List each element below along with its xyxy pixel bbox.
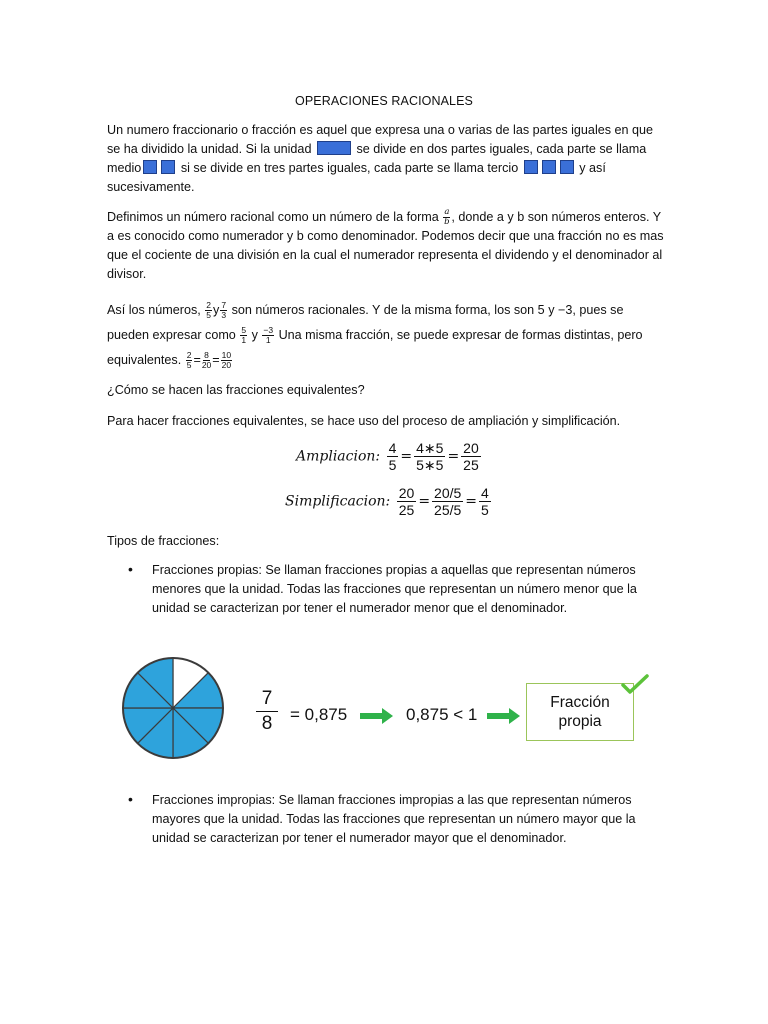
proper-fraction-label-box: Fracción propia (526, 683, 634, 741)
para2-text-2: donde a y b son números enteros. Y a es conocido como numerador y b como denominador. Podemos decir que una fracción no es mas que el cociente de una división en la cual el numerador representa el dividendo y el denominador al divisor. (107, 210, 664, 282)
third-block-icon (524, 160, 538, 174)
unit-block-icon (317, 141, 351, 155)
decimal-equation: = 0,875 (290, 705, 348, 724)
half-block-icon (143, 160, 157, 174)
para3-text-2: son números racionales. Y de la misma forma, los son 5 y −3, pues se pueden expresar como (107, 303, 624, 342)
comparison-text: 0,875 < 1 (406, 705, 478, 724)
third-block-icon (542, 160, 556, 174)
para1-text-1: Un numero fraccionario o fracción es aquel que expresa una o varias de las partes iguales en que se ha dividido la unidad. Si la unidad (107, 123, 654, 156)
bullet-dot-icon: • (128, 561, 133, 577)
fraction-7-8: 7 8 (256, 687, 278, 736)
paragraph-rational: Definimos un número racional como un número de la forma $\frac{a}{b}$ , donde a y b son números enteros. Y a es conocido como numerador y b como denominador. Podemos decir que una fracción no es mas que el cociente de una división en la cual el numerador representa el dividendo y el denominador al divisor. (107, 207, 664, 282)
question-heading: ¿Cómo se hacen las fracciones equivalentes? (107, 383, 365, 397)
check-mark-icon (620, 673, 650, 695)
equation-ampliacion: Ampliacion: $\frac{4}{5}$ = $\frac{4∗5}{5∗5}$ = $\frac{20}{25}$ (296, 440, 479, 473)
proper-fraction-figure (120, 645, 660, 775)
fraction-10-20: $\frac{10}{20}$ (221, 350, 232, 371)
para1-text-4: y así sucesivamente. (107, 161, 606, 194)
paragraph-definition (107, 121, 667, 197)
half-block-icon (161, 160, 175, 174)
bullet-proper-fractions: Fracciones propias: Se llaman fracciones propias a aquellas que representan números menores que la unidad. Todas las fracciones que representan un número menor que la unidad se caracterizan por tener el numerador menor que el denominador. (152, 563, 637, 615)
para3-text-3: Una misma fracción, se puede expresar de formas distintas, pero equivalentes. (107, 328, 643, 367)
bullet-improper-fractions: Fracciones impropias: Se llaman fracciones impropias a las que representan números mayores que la unidad. Todas las fracciones que representan un número mayor que la unidad se caracterizan por tener el numerador mayor que el denominador. (152, 793, 636, 845)
types-heading: Tipos de fracciones: (107, 534, 220, 548)
paragraph-examples: Así los números, $\frac{2}{5}$ y $\frac{7}{3}$ son números racionales. Y de la misma forma, los son 5 y −3, pues se pueden expresar como $\frac{5}{1}$ y $\frac{-3}{1}$ Una misma fracción, se puede expresar de formas distintas, pero equivalentes. $\frac{2}{5}$ = $\frac{8}{20}$ = $\frac{10}{20}$ (107, 300, 643, 371)
para3-text-1: Así los números, (107, 303, 201, 317)
third-block-icon (560, 160, 574, 174)
pie-chart (120, 645, 230, 775)
bullet-dot-icon: • (128, 791, 133, 807)
green-arrow-icon (487, 708, 521, 724)
fraction-2-5-eq: $\frac{2}{5}$ (186, 350, 192, 371)
equation-simplificacion: Simplificacion: $\frac{20}{25}$ = $\frac{20/5}{25/5}$ = $\frac{4}{5}$ (285, 485, 489, 518)
fraction-7-3: $\frac{7}{3}$ (221, 300, 227, 321)
fraction-minus3-1: $\frac{-3}{1}$ (263, 325, 274, 346)
fraction-a-over-b: $\frac{a}{b}$ (444, 207, 450, 228)
para1-text-2: se divide en dos partes iguales, cada parte se llama medio (107, 142, 647, 175)
fraction-2-5: $\frac{2}{5}$ (206, 300, 212, 321)
fraction-8-20: $\frac{8}{20}$ (201, 350, 212, 371)
fraction-5-1: $\frac{5}{1}$ (241, 325, 247, 346)
paragraph-equivalent: Para hacer fracciones equivalentes, se hace uso del proceso de ampliación y simplificación. (107, 414, 621, 428)
green-arrow-icon (360, 708, 394, 724)
para2-text-1: Definimos un número racional como un número de la forma (107, 210, 439, 224)
para1-text-3: si se divide en tres partes iguales, cada parte se llama tercio (180, 161, 519, 175)
page-title: OPERACIONES RACIONALES (295, 94, 473, 108)
